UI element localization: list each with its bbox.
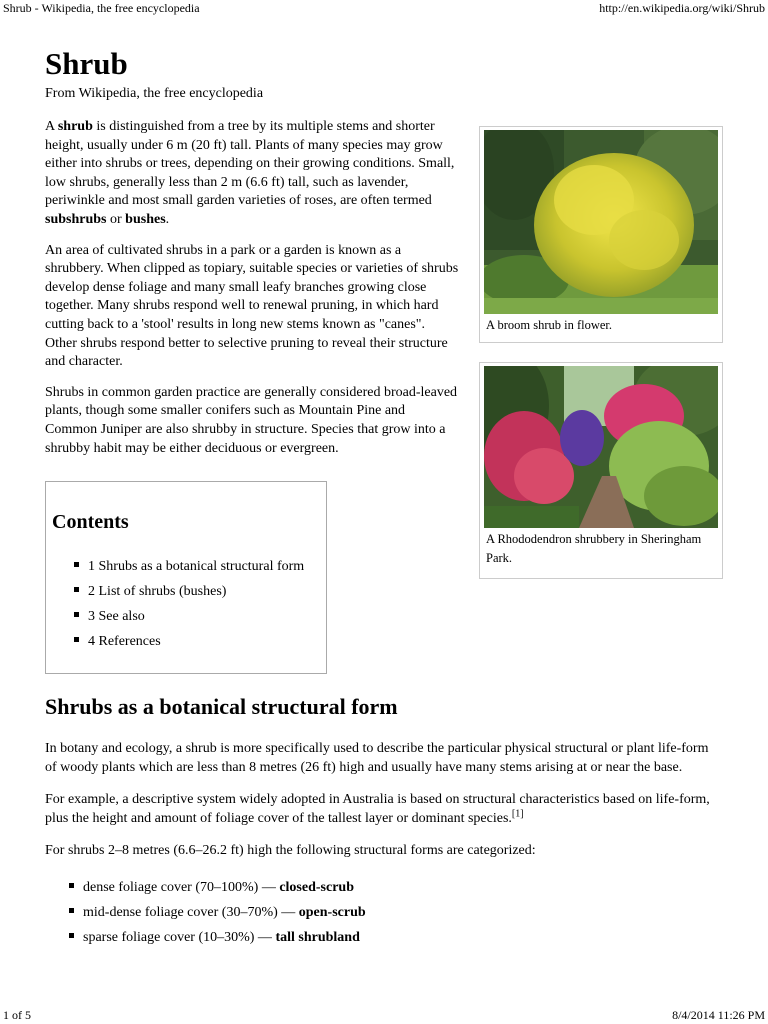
page-counter: 1 of 5 bbox=[3, 1008, 31, 1022]
citation-link[interactable]: [1] bbox=[511, 808, 524, 820]
section-heading: Shrubs as a botanical structural form bbox=[45, 694, 398, 719]
rhododendron-shrubbery-photo[interactable] bbox=[484, 366, 718, 528]
intro-paragraph-2: An area of cultivated shrubs in a park or a garden is known as a shrubbery. When clipped as topiary, suitable species or varieties of shrubs develop dense foliage and many small leafy branches growing close together. Many shrubs respond well to renewal pruning, in which hard cutting back to a 'stool' results in long new stems known as "canes". Other shrubs respond better to selective pruning to reveal their structure and character. bbox=[45, 242, 459, 370]
print-header bbox=[0, 0, 768, 16]
broom-shrub-photo[interactable] bbox=[484, 130, 718, 314]
toc-item-references[interactable]: 4 References bbox=[74, 629, 304, 654]
section-body bbox=[45, 740, 717, 950]
print-page-title: Shrub - Wikipedia, the free encyclopedia bbox=[3, 1, 200, 15]
site-tagline: From Wikipedia, the free encyclopedia bbox=[45, 86, 264, 101]
print-timestamp: 8/4/2014 11:26 PM bbox=[672, 1008, 765, 1022]
section-paragraph-2: For example, a descriptive system widely adopted in Australia is based on structural characteristics based on life-form, plus the height and amount of foliage cover of the tallest layer or dominant species.[1] bbox=[45, 792, 710, 826]
section-paragraph-1: In botany and ecology, a shrub is more specifically used to describe the particular physical structural or plant life-form of woody plants which are less than 8 metres (26 ft) high and usually have many stems arising at or near the base. bbox=[45, 741, 709, 775]
toc-item-see-also[interactable]: 3 See also bbox=[74, 604, 304, 629]
term-subshrubs: subshrubs bbox=[45, 211, 107, 227]
print-url[interactable]: http://en.wikipedia.org/wiki/Shrub bbox=[599, 1, 765, 15]
broom-shrub-caption: A broom shrub in flower. bbox=[486, 318, 613, 332]
structural-forms-list bbox=[45, 875, 717, 950]
toc-item-shrubs-structural-form[interactable]: 1 Shrubs as a botanical structural form bbox=[74, 554, 304, 579]
toc-list bbox=[74, 554, 304, 654]
intro-section bbox=[45, 118, 460, 470]
page-title: Shrub bbox=[45, 46, 128, 81]
intro-paragraph-1: A shrub is distinguished from a tree by its multiple stems and shorter height, usually under 6 m (20 ft) tall. Plants of many species may grow either into shrubs or trees, depending on their growing conditions. Small, low shrubs, generally less than 2 m (6.6 ft) tall, such as lavender, periwinkle and most small garden varieties of roses, are often termed subshrubs or bushes. bbox=[45, 119, 455, 227]
rhododendron-caption: A Rhododendron shrubbery in Sheringham Park. bbox=[486, 532, 702, 565]
list-item: dense foliage cover (70–100%) — closed-scrub bbox=[69, 875, 717, 900]
print-footer bbox=[0, 1007, 768, 1023]
list-item: sparse foliage cover (10–30%) — tall shrubland bbox=[69, 925, 717, 950]
intro-paragraph-3: Shrubs in common garden practice are generally considered broad-leaved plants, though some smaller conifers such as Mountain Pine and Common Juniper are also shrubby in structure. Species that grow into a shrubby habit may be either deciduous or evergreen. bbox=[45, 384, 458, 456]
toc-item-list-of-shrubs[interactable]: 2 List of shrubs (bushes) bbox=[74, 579, 304, 604]
toc-title: Contents bbox=[52, 511, 129, 533]
term-tall-shrubland: tall shrubland bbox=[275, 929, 360, 945]
term-shrub: shrub bbox=[57, 119, 93, 134]
list-item: mid-dense foliage cover (30–70%) — open-scrub bbox=[69, 900, 717, 925]
section-paragraph-3: For shrubs 2–8 metres (6.6–26.2 ft) high the following structural forms are categorized: bbox=[45, 843, 536, 859]
term-bushes: bushes bbox=[125, 211, 166, 227]
term-open-scrub: open-scrub bbox=[298, 904, 366, 920]
term-closed-scrub: closed-scrub bbox=[279, 879, 354, 895]
broom-shrub-thumbnail[interactable] bbox=[479, 126, 723, 343]
table-of-contents bbox=[45, 481, 327, 674]
rhododendron-thumbnail[interactable] bbox=[479, 362, 723, 579]
